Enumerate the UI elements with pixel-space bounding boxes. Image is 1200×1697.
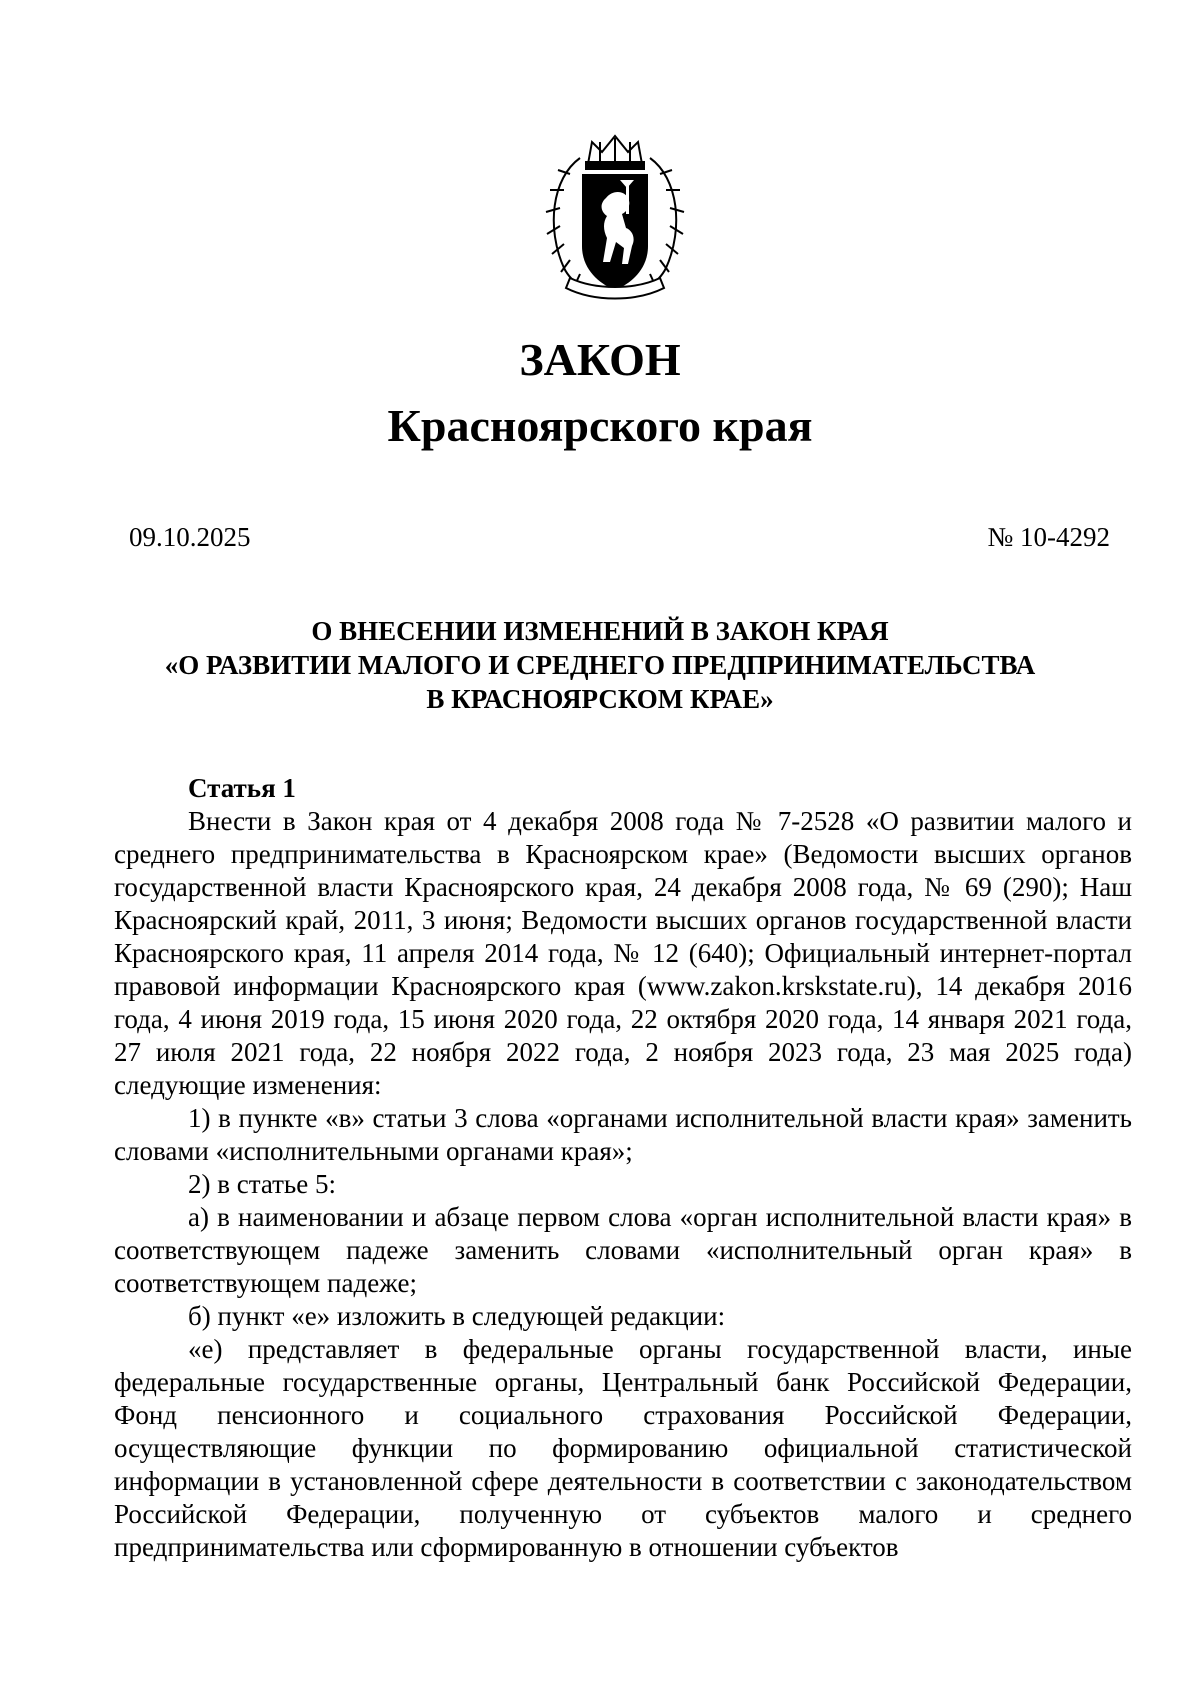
law-heading-line: «О РАЗВИТИИ МАЛОГО И СРЕДНЕГО ПРЕДПРИНИМАТЕЛЬСТВА bbox=[164, 650, 1036, 680]
article-paragraph: а) в наименовании и абзаце первом слова «орган исполнительной власти края» в соответствующем падеже заменить словами «исполнительный орган края» в соответствующем падеже; bbox=[114, 1202, 1132, 1298]
article-paragraph: 2) в статье 5: bbox=[188, 1169, 336, 1199]
article-paragraph: «е) представляет в федеральные органы государственной власти, иные федеральные государственные органы, Центральный банк Российской Федерации, Фонд пенсионного и социального страхования Российской Федерации, осуществляющие функции по формированию официальной статистической информации в установленной сфере деятельности в соответствии с законодательством Российской Федерации, полученную от субъектов малого и среднего предпринимательства или сформированную в отношении субъектов bbox=[114, 1334, 1132, 1562]
article-body bbox=[114, 772, 1132, 1564]
article-paragraph: Внести в Закон края от 4 декабря 2008 года № 7-2528 «О развитии малого и среднего предпринимательства в Красноярском крае» (Ведомости высших органов государственной власти Красноярского края, 24 декабря 2008 года, № 69 (290); Наш Красноярский край, 2011, 3 июня; Ведомости высших органов государственной власти Красноярского края, 11 апреля 2014 года, № 12 (640); Официальный интернет-портал правовой информации Красноярского края (www.zakon.krskstate.ru), 14 декабря 2016 года, 4 июня 2019 года, 15 июня 2020 года, 22 октября 2020 года, 14 января 2021 года, 27 июля 2021 года, 22 ноября 2022 года, 2 ноября 2023 года, 23 мая 2025 года) следующие изменения: bbox=[114, 806, 1132, 1100]
document-subtitle: Красноярского края bbox=[387, 400, 813, 451]
law-heading-line: В КРАСНОЯРСКОМ КРАЕ» bbox=[426, 684, 774, 714]
law-number: № 10-4292 bbox=[987, 522, 1110, 552]
document-title: ЗАКОН bbox=[519, 334, 681, 385]
coat-of-arms-icon bbox=[540, 128, 690, 308]
law-heading-line: О ВНЕСЕНИИ ИЗМЕНЕНИЙ В ЗАКОН КРАЯ bbox=[311, 616, 889, 646]
law-date: 09.10.2025 bbox=[129, 522, 251, 552]
article-paragraph: 1) в пункте «в» статьи 3 слова «органами исполнительной власти края» заменить словами «исполнительными органами края»; bbox=[114, 1103, 1132, 1166]
article-title: Статья 1 bbox=[188, 773, 296, 803]
article-paragraph: б) пункт «е» изложить в следующей редакции: bbox=[188, 1301, 726, 1331]
law-heading bbox=[100, 614, 1100, 716]
